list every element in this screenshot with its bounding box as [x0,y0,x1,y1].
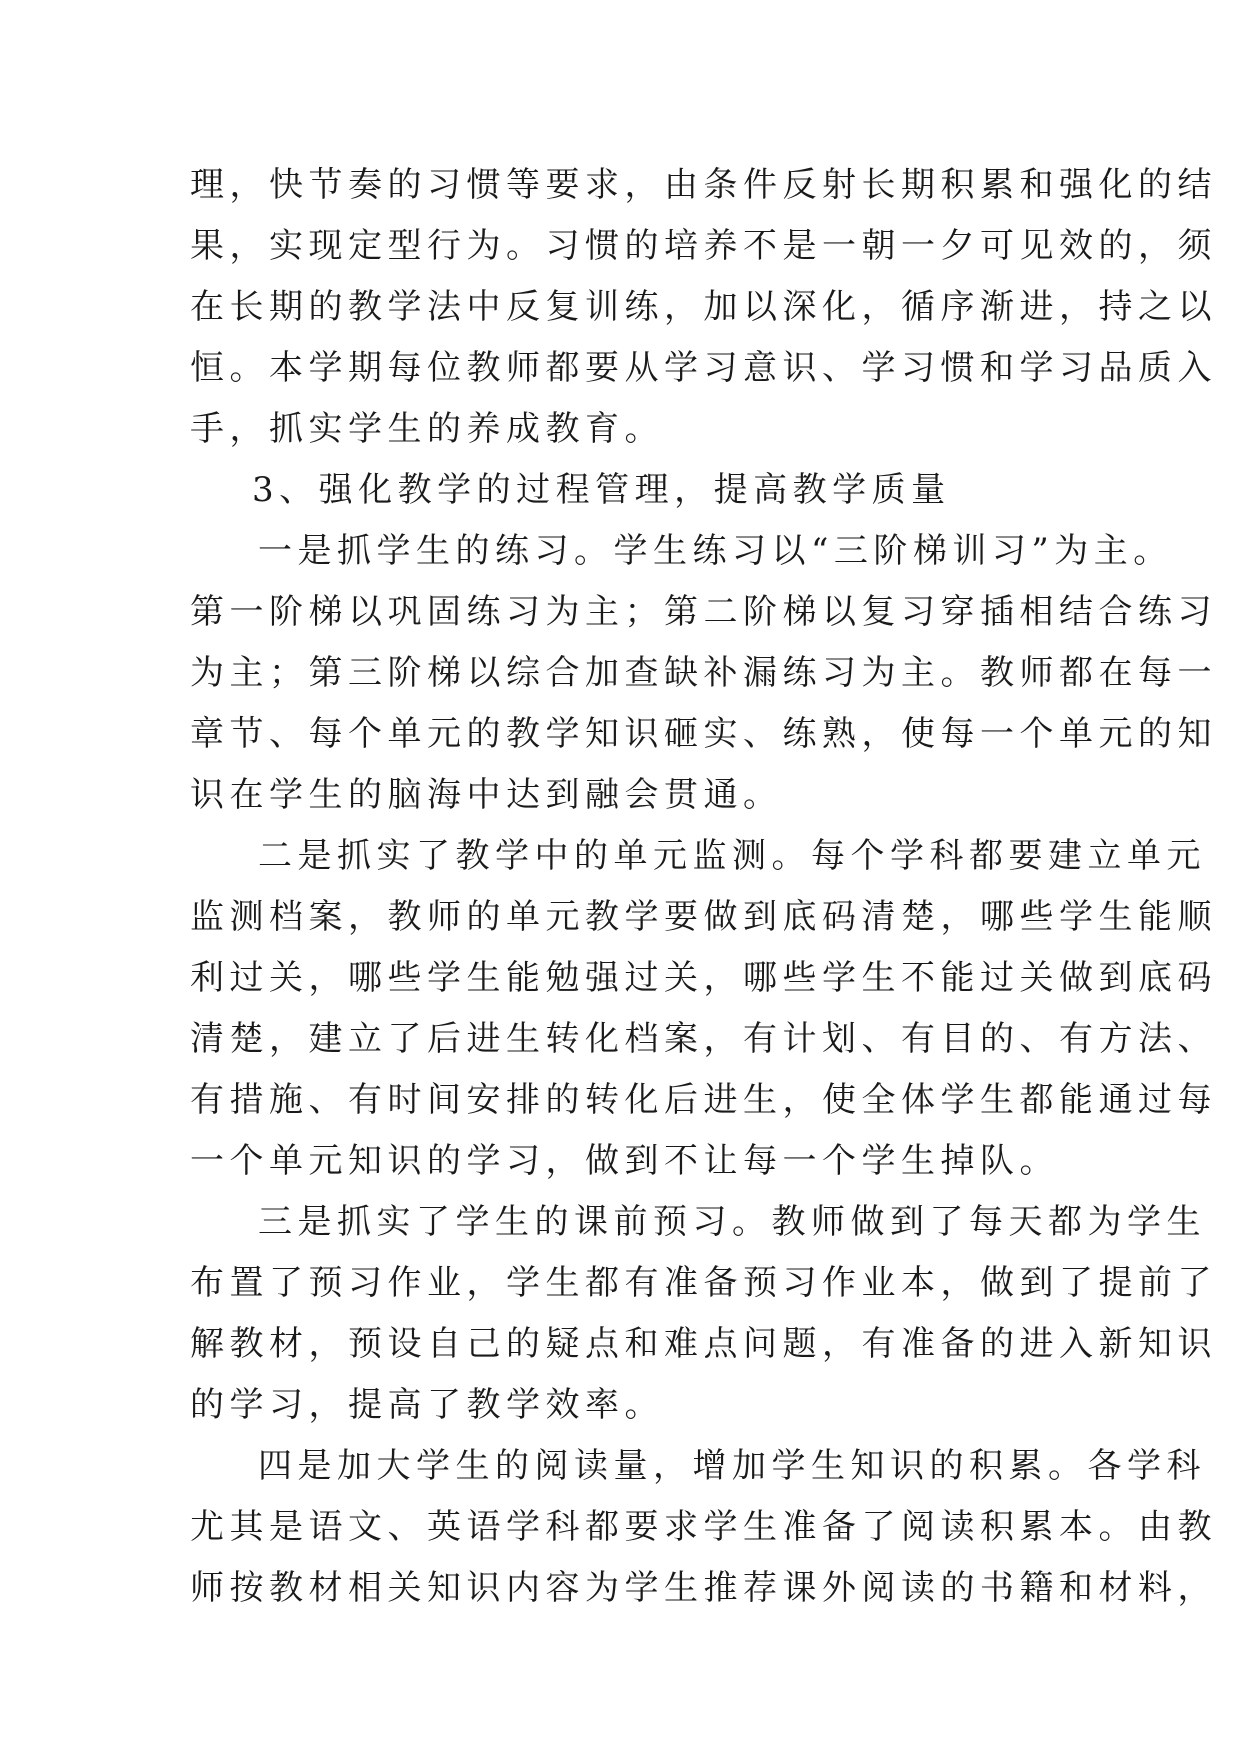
text-line: 识在学生的脑海中达到融会贯通。 [190,775,783,815]
section-heading: 3、强化教学的过程管理，提高教学质量 [252,470,951,510]
text-line: 利过关，哪些学生能勉强过关，哪些学生不能过关做到底码 [190,958,1217,998]
text-line: 师按教材相关知识内容为学生推荐课外阅读的书籍和材料， [190,1568,1217,1608]
text-line: 章节、每个单元的教学知识砸实、练熟，使每一个单元的知 [190,714,1217,754]
text-line: 第一阶梯以巩固练习为主；第二阶梯以复习穿插相结合练习 [190,592,1217,632]
text-line: 的学习，提高了教学效率。 [190,1385,664,1425]
text-line: 果，实现定型行为。习惯的培养不是一朝一夕可见效的，须 [190,226,1217,266]
text-line: 恒。本学期每位教师都要从学习意识、学习惯和学习品质入 [190,348,1217,388]
paragraph-start: 三是抓实了学生的课前预习。教师做到了每天都为学生 [258,1202,1206,1242]
text-line: 手，抓实学生的养成教育。 [190,409,664,449]
text-line: 一个单元知识的学习，做到不让每一个学生掉队。 [190,1141,1059,1181]
text-line: 理，快节奏的习惯等要求，由条件反射长期积累和强化的结 [190,165,1217,205]
text-line: 解教材，预设自己的疑点和难点问题，有准备的进入新知识 [190,1324,1217,1364]
text-line: 有措施、有时间安排的转化后进生，使全体学生都能通过每 [190,1080,1217,1120]
text-line: 清楚，建立了后进生转化档案，有计划、有目的、有方法、 [190,1019,1217,1059]
text-line: 监测档案，教师的单元教学要做到底码清楚，哪些学生能顺 [190,897,1217,937]
paragraph-start: 一是抓学生的练习。学生练习以“三阶梯训习”为主。 [258,531,1173,571]
paragraph-start: 四是加大学生的阅读量，增加学生知识的积累。各学科 [258,1446,1206,1486]
text-line: 布置了预习作业，学生都有准备预习作业本，做到了提前了 [190,1263,1217,1303]
text-line: 为主；第三阶梯以综合加查缺补漏练习为主。教师都在每一 [190,653,1217,693]
body-text [190,155,1217,1619]
text-line: 尤其是语文、英语学科都要求学生准备了阅读积累本。由教 [190,1507,1217,1547]
paragraph-start: 二是抓实了教学中的单元监测。每个学科都要建立单元 [258,836,1206,876]
text-line: 在长期的教学法中反复训练，加以深化，循序渐进，持之以 [190,287,1217,327]
